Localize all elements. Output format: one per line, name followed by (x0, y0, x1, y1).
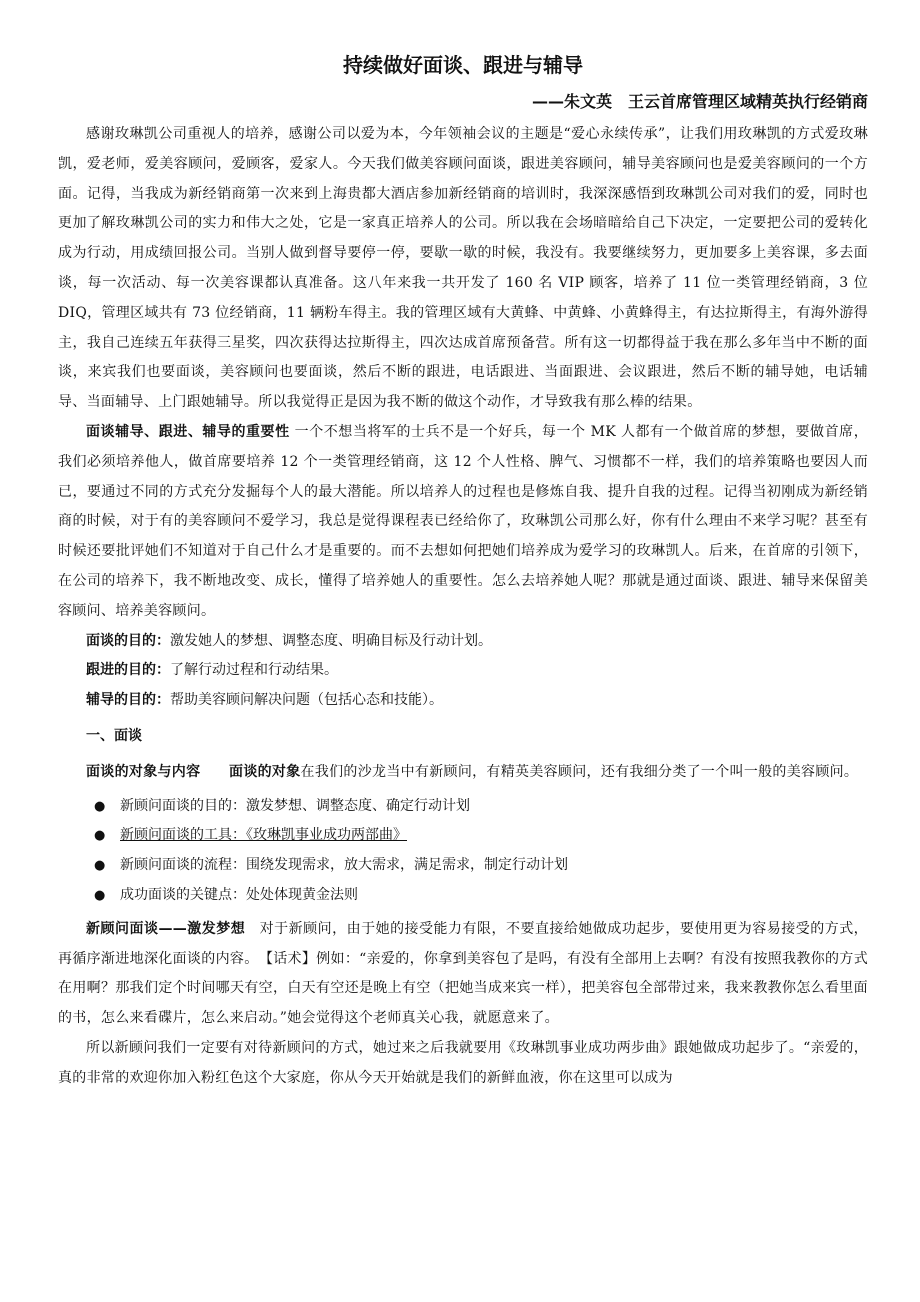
bullet-icon: ● (94, 798, 106, 814)
list-item (58, 851, 868, 881)
importance-paragraph (58, 418, 868, 627)
new-consultant-label: 新顾问面谈——激发梦想 (86, 920, 246, 937)
purpose-followup-label: 跟进的目的： (86, 662, 170, 679)
objects-paragraph (58, 758, 868, 788)
closing-paragraph: 所以新顾问我们一定要有对待新顾问的方式，她过来之后我就要用《玫琳凯事业成功两步曲》跟她做成功起步了。“亲爱的，真的非常的欢迎你加入粉红色这个大家庭，你从今天开始就是我们的新鲜血液，你在这里可以成为 (58, 1039, 868, 1086)
intro-paragraph: 感谢玫琳凯公司重视人的培养，感谢公司以爱为本，今年领袖会议的主题是“爱心永续传承”，让我们用玫琳凯的方式爱玫琳凯，爱老师，爱美容顾问，爱顾客，爱家人。今天我们做美容顾问面谈，跟进美容顾问，辅导美容顾问也是爱美容顾问的一个方面。记得，当我成为新经销商第一次来到上海贵都大酒店参加新经销商的培训时，我深深感悟到玫琳凯公司对我们的爱，同时也更加了解玫琳凯公司的实力和伟大之处，它是一家真正培养人的公司。所以我在会场暗暗给自己下决定，一定要把公司的爱转化成为行动，用成绩回报公司。当别人做到督导要停一停，要歇一歇的时候，我没有。我要继续努力，更加要多上美容课，多去面谈，每一次活动、每一次美容课都认真准备。这八年来我一共开发了 160 名 VIP 顾客，培养了 11 位一类管理经销商，3 位 DIQ，管理区域共有 73 位经销商，11 辆粉车得主。我的管理区域有大黄蜂、中黄蜂、小黄蜂得主，有达拉斯得主，有海外游得主，我自己连续五年获得三星奖，四次获得达拉斯得主，四次达成首席预备营。所有这一切都得益于我在那么多年当中不断的面谈，来宾我们也要面谈，美容顾问也要面谈，然后不断的跟进，电话跟进、当面跟进、会议跟进，然后不断的辅导她，电话辅导、当面辅导、上门跟她辅导。所以我觉得正是因为我不断的做这个动作，才导致我有那么棒的结果。 (58, 126, 868, 411)
importance-heading: 面谈辅导、跟进、辅导的重要性 (86, 423, 290, 440)
list-item-text: 成功面谈的关键点：处处体现黄金法则 (120, 886, 358, 903)
list-item-text: 新顾问面谈的工具：《玫琳凯事业成功两部曲》 (120, 827, 407, 844)
importance-body: 一个不想当将军的士兵不是一个好兵，每一个 MK 人都有一个做首席的梦想，要做首席，我们必须培养他人，做首席要培养 12 个一类管理经销商，这 12 个人性格、脾气、习惯都不一样，我们的培养策略也要因人而已，要通过不同的方式充分发掘每个人的最大潜能。所以培养人的过程也是修炼自我、提升自我的过程。记得当初刚成为新经销商的时候，对于有的美容顾问不爱学习，我总是觉得课程表已经给你了，玫琳凯公司那么好，你有什么理由不来学习呢？甚至有时候还要批评她们不知道对于自己什么才是重要的。而不去想如何把她们培养成为爱学习的玫琳凯人。后来，在首席的引领下，在公司的培养下，我不断地改变、成长，懂得了培养她人的重要性。怎么去培养她人呢？那就是通过面谈、跟进、辅导来保留美容顾问、培养美容顾问。 (58, 423, 868, 619)
section-heading-interview: 一、面谈 (86, 727, 142, 744)
bullet-icon: ● (94, 887, 106, 903)
purpose-interview-label: 面谈的目的： (86, 632, 170, 649)
new-consultant-paragraph (58, 915, 868, 1034)
list-item-text: 新顾问面谈的流程：围绕发现需求，放大需求，满足需求，制定行动计划 (120, 857, 568, 874)
list-item (58, 821, 868, 851)
new-consultant-text: 对于新顾问，由于她的接受能力有限，不要直接给她做成功起步，要使用更为容易接受的方式，再循序渐进地深化面谈的内容。 【话术】例如：“亲爱的，你拿到美容包了是吗，有没有全部用上去啊？有没有按照我教你的方式在用啊？那我们定个时间哪天有空，白天有空还是晚上有空（把她当成来宾一样），把美容包全部带过来，我来教教你怎么看里面的书，怎么来看碟片，怎么来启动。”她会觉得这个老师真关心我，就愿意来了。 (58, 920, 868, 1027)
purpose-followup (58, 656, 868, 686)
objects-text: 在我们的沙龙当中有新顾问，有精英美容顾问，还有我细分类了一个叫一般的美容顾问。 (300, 763, 859, 780)
list-item (58, 792, 868, 822)
purpose-coaching (58, 686, 868, 716)
list-item (58, 881, 868, 911)
objects-label: 面谈的对象与内容 (86, 763, 201, 780)
purpose-followup-text: 了解行动过程和行动结果。 (170, 662, 338, 679)
list-item-text: 新顾问面谈的目的：激发梦想、调整态度、确定行动计划 (120, 797, 470, 814)
purpose-interview (58, 627, 868, 657)
bullet-list (58, 792, 868, 911)
objects-label2: 面谈的对象 (229, 763, 301, 780)
purpose-coaching-label: 辅导的目的： (86, 692, 170, 709)
document-page (58, 50, 868, 1094)
bullet-icon: ● (94, 858, 106, 874)
document-title: 持续做好面谈、跟进与辅导 (343, 53, 583, 77)
purpose-coaching-text: 帮助美容顾问解决问题（包括心态和技能）。 (170, 692, 443, 709)
bullet-icon: ● (94, 828, 106, 844)
author-byline: ——朱文英 王云首席管理区域精英执行经销商 (531, 92, 868, 111)
purpose-interview-text: 激发她人的梦想、调整态度、明确目标及行动计划。 (170, 632, 492, 649)
